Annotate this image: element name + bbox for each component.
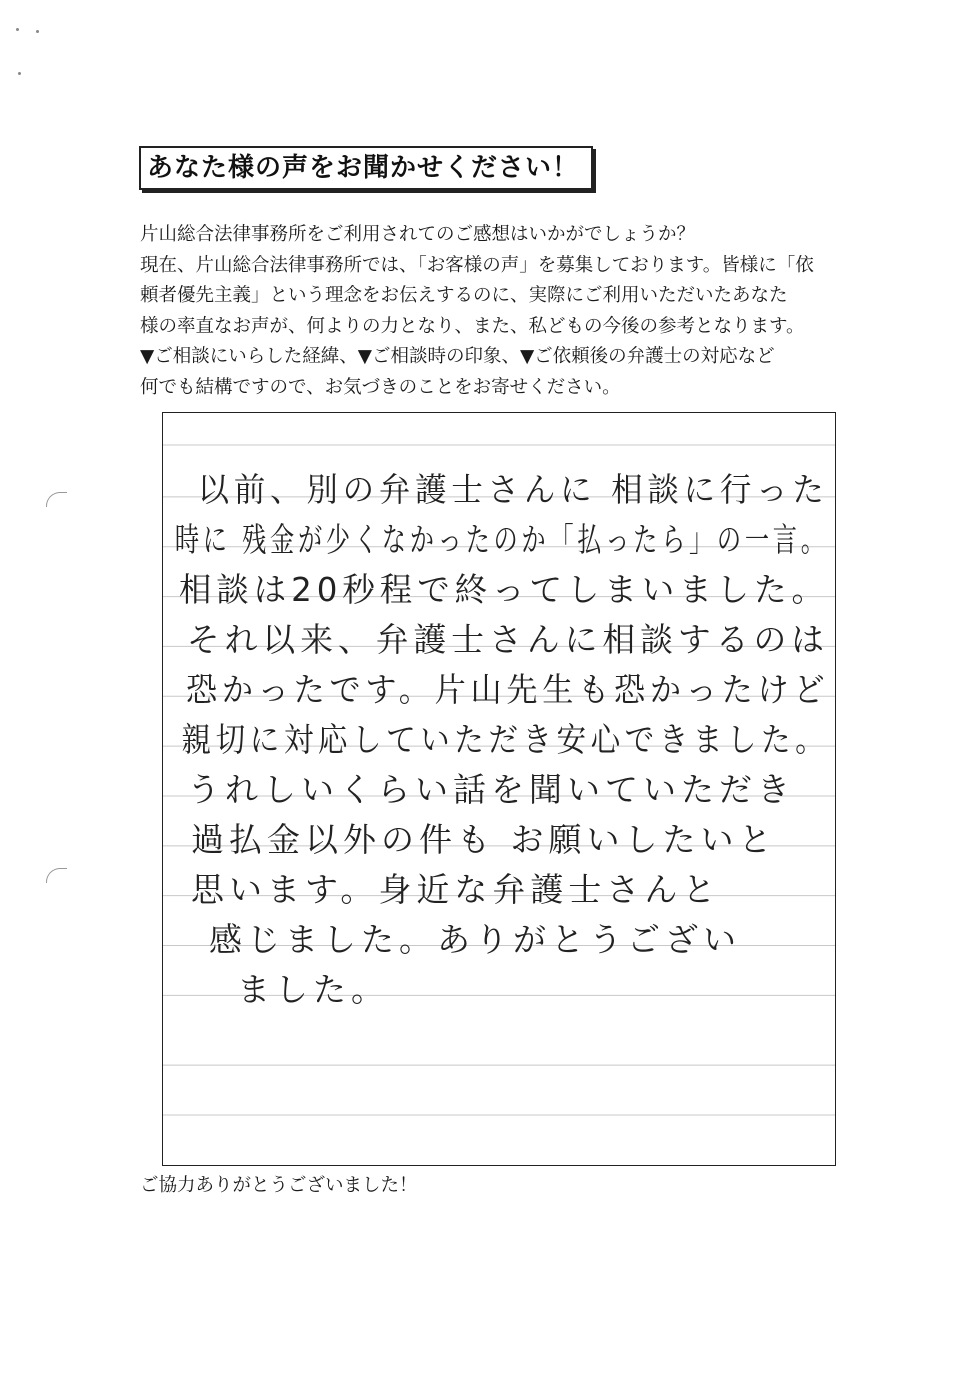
intro-line: 様の率直なお声が、何よりの力となり、また、私どもの今後の参考となります。 [140,315,805,337]
intro-line: 現在、片山総合法律事務所では、「お客様の声」を募集しております。皆様に「依 [140,254,814,276]
page-title: あなた様の声をお聞かせください！ [147,153,580,183]
comment-line: 親切に対応していただき安心できました。 [181,720,830,759]
closing-message: ご協力ありがとうございました！ [140,1175,418,1196]
comment-line: 思います。身近な弁護士さんと [191,870,721,909]
comment-line: 感じました。ありがとうござい [209,920,741,959]
comment-box [162,412,836,1166]
intro-line: 頼者優先主義」という理念をお伝えするのに、実際にご利用いただいたあなた [140,285,788,306]
intro-paragraph [140,220,860,403]
intro-line: 片山総合法律事務所をご利用されてのご感想はいかがでしょうか？ [140,224,696,245]
intro-line: ▼ご相談にいらした経緯、▼ご相談時の印象、▼ご依頼後の弁護士の対応など [140,346,775,367]
comment-line: 恐かったです。片山先生も恐かったけど [185,670,830,709]
comment-line: 時に 残金が少くなかったのか「払ったら」の一言。 [174,520,829,559]
punch-hole-bottom [46,868,67,883]
punch-hole-top [46,492,67,507]
intro-line: 何でも結構ですので、お気づきのことをお寄せください。 [140,376,621,398]
comment-line: うれしいくらい話を聞いていただき [187,770,795,809]
comment-line: 過払金以外の件も お願いしたいと [191,820,777,859]
comment-line: ました。 [237,970,389,1009]
comment-line: 相談は20秒程で終ってしまいました。 [178,570,829,609]
comment-line: 以前、別の弁護士さんに 相談に行った [197,470,829,509]
heading-box [139,146,593,190]
scan-specks [14,28,54,88]
comment-line: それ以来、弁護士さんに相談するのは [186,620,830,659]
handwritten-comment [169,465,829,1015]
